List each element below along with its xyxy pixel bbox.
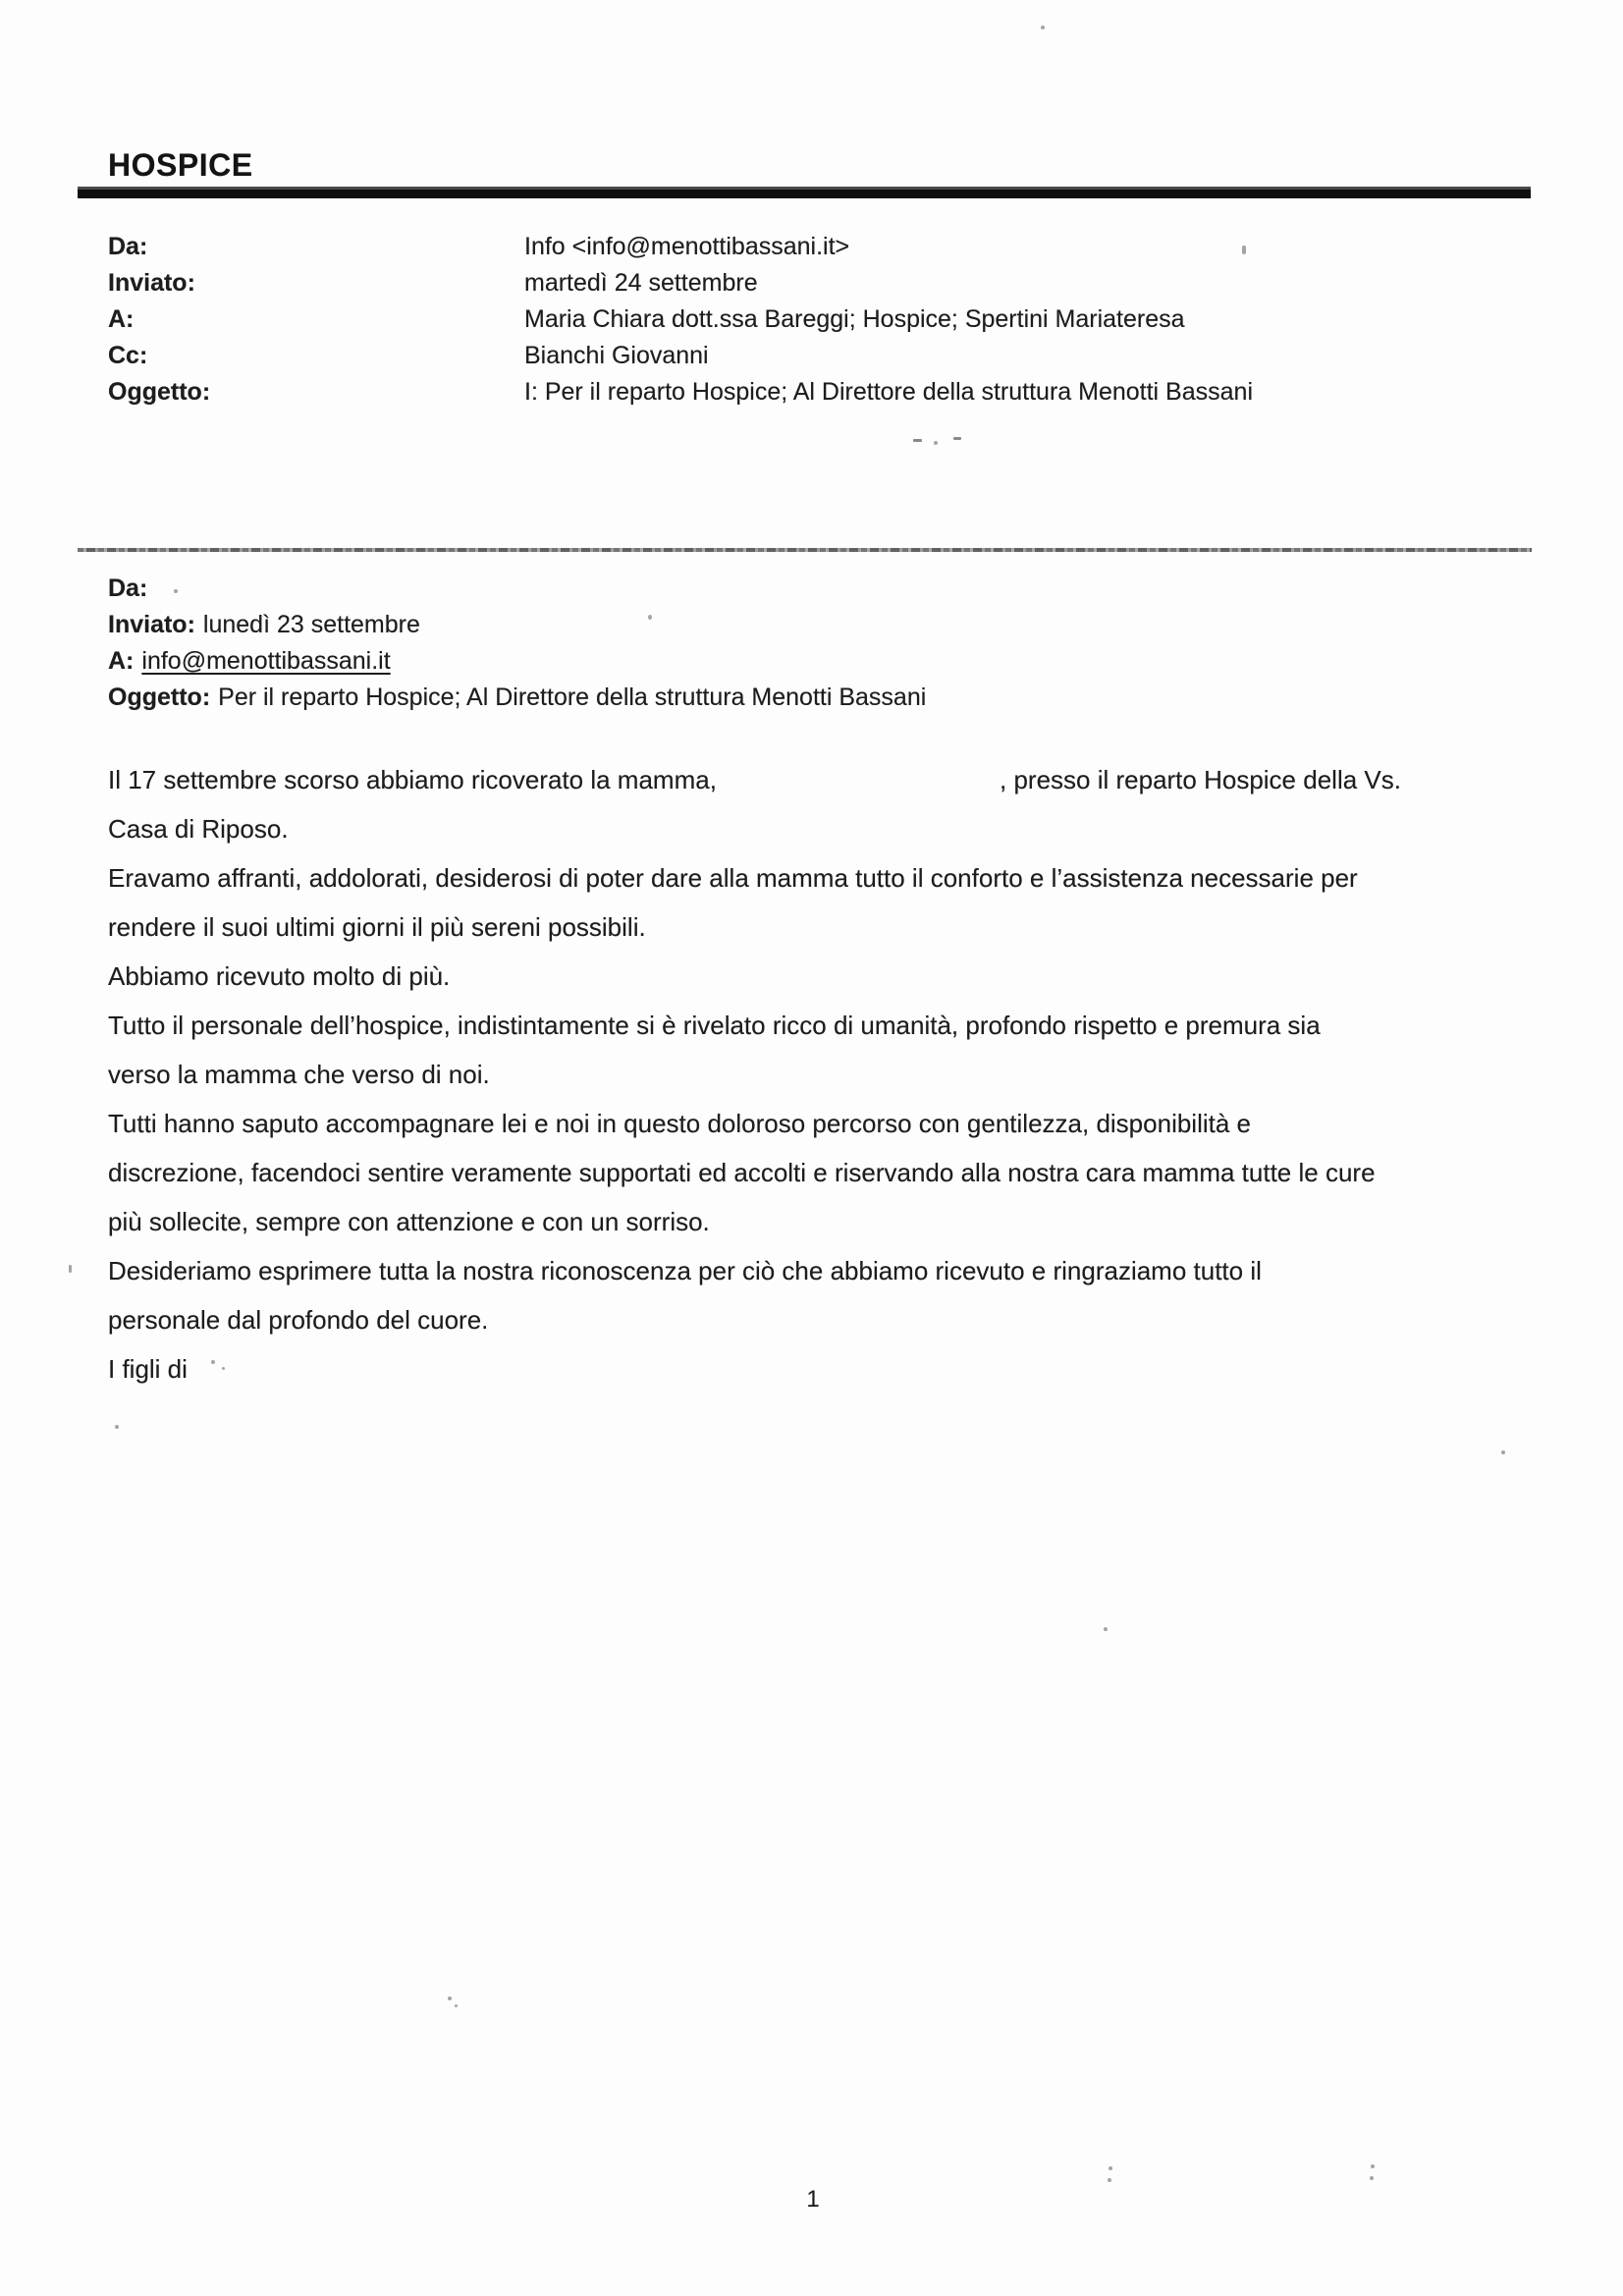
quoted-label-da: Da: xyxy=(108,574,148,602)
scan-speck xyxy=(1108,2178,1111,2182)
body-line: Abbiamo ricevuto molto di più. xyxy=(108,961,451,991)
body-line: Casa di Riposo. xyxy=(108,814,289,844)
body-line: I figli di xyxy=(108,1354,188,1384)
scan-speck xyxy=(1370,2176,1374,2180)
body-line: Il 17 settembre scorso abbiamo ricoverato la mamma, xyxy=(108,765,717,794)
scan-speck xyxy=(1242,246,1246,254)
quoted-field-da xyxy=(108,571,926,607)
field-label-a: A: xyxy=(108,305,135,333)
scan-speck xyxy=(648,615,652,620)
field-row-a xyxy=(108,301,1483,338)
quoted-label-a: A: xyxy=(108,647,135,675)
quoted-field-oggetto xyxy=(108,680,926,716)
scan-speck xyxy=(455,2004,458,2007)
body-line: verso la mamma che verso di noi. xyxy=(108,1060,490,1089)
title-rule xyxy=(78,187,1531,198)
scan-speck xyxy=(222,1367,225,1370)
body-line: rendere il suoi ultimi giorni il più sereni possibili. xyxy=(108,912,646,942)
scan-speck xyxy=(1501,1450,1505,1454)
quoted-value-oggetto: Per il reparto Hospice; Al Direttore della struttura Menotti Bassani xyxy=(218,683,927,711)
scan-speck xyxy=(211,1360,215,1364)
quoted-field-inviato xyxy=(108,607,926,643)
body-line: più sollecite, sempre con attenzione e con un sorriso. xyxy=(108,1207,710,1236)
body-line-continuation: , presso il reparto Hospice della Vs. xyxy=(1000,765,1401,794)
body-line: Tutti hanno saputo accompagnare lei e noi in questo doloroso percorso con gentilezza, disponibilità e xyxy=(108,1109,1251,1138)
scan-speck xyxy=(69,1265,72,1273)
section-divider xyxy=(78,548,1532,552)
field-row-oggetto xyxy=(108,374,1483,410)
quoted-email-header xyxy=(108,571,926,716)
body-line: personale dal profondo del cuore. xyxy=(108,1305,489,1335)
scan-speck xyxy=(115,1425,119,1429)
field-row-cc xyxy=(108,338,1483,374)
scan-speck xyxy=(174,589,178,593)
scan-speck xyxy=(1371,2164,1375,2168)
page-number: 1 xyxy=(806,2186,820,2213)
field-label-oggetto: Oggetto: xyxy=(108,378,211,406)
quoted-label-inviato: Inviato: xyxy=(108,611,195,638)
field-value-inviato: martedì 24 settembre xyxy=(524,269,758,297)
body-line: Desideriamo esprimere tutta la nostra riconoscenza per ciò che abbiamo ricevuto e ringraziamo tutto il xyxy=(108,1256,1262,1285)
quoted-label-oggetto: Oggetto: xyxy=(108,683,211,711)
body-line: Tutto il personale dell’hospice, indistintamente si è rivelato ricco di umanità, profondo rispetto e premura sia xyxy=(108,1011,1321,1040)
page-title: HOSPICE xyxy=(108,147,253,183)
field-value-oggetto: I: Per il reparto Hospice; Al Direttore della struttura Menotti Bassani xyxy=(524,378,1253,406)
scan-speck xyxy=(1109,2166,1112,2170)
field-label-cc: Cc: xyxy=(108,342,148,369)
email-address-link: info@menottibassani.it xyxy=(141,647,391,675)
body-line: discrezione, facendoci sentire veramente supportati ed accolti e riservando alla nostra cara mamma tutte le cure xyxy=(108,1158,1376,1187)
scan-speck xyxy=(934,441,938,445)
field-row-da xyxy=(108,229,1483,265)
quoted-value-inviato: lunedì 23 settembre xyxy=(202,611,420,638)
field-value-a: Maria Chiara dott.ssa Bareggi; Hospice; Spertini Mariateresa xyxy=(524,305,1185,333)
field-label-da: Da: xyxy=(108,233,148,260)
scan-speck xyxy=(1041,26,1045,29)
body-line: Eravamo affranti, addolorati, desiderosi di poter dare alla mamma tutto il conforto e l’assistenza necessarie per xyxy=(108,863,1358,893)
scan-speck xyxy=(913,439,922,442)
field-value-da: Info <info@menottibassani.it> xyxy=(524,233,850,260)
field-value-cc: Bianchi Giovanni xyxy=(524,342,709,369)
field-row-inviato xyxy=(108,265,1483,301)
email-header xyxy=(108,229,1483,410)
scan-speck xyxy=(448,1996,452,2000)
scan-speck xyxy=(1104,1627,1108,1631)
quoted-field-a xyxy=(108,643,926,680)
scan-speck xyxy=(953,437,961,440)
field-label-inviato: Inviato: xyxy=(108,269,195,297)
